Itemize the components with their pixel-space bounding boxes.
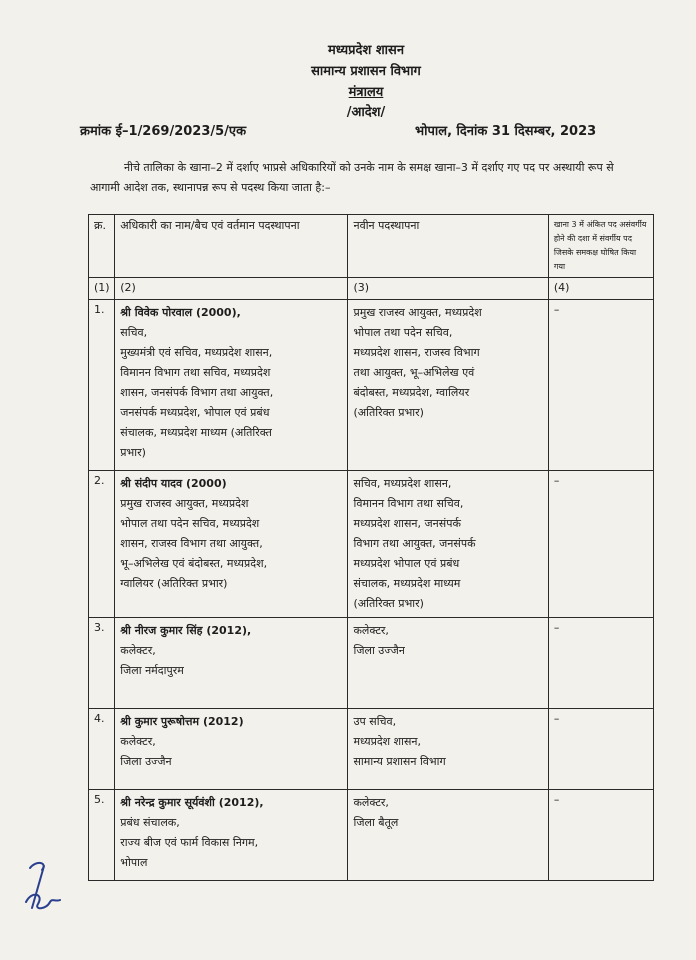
officer-cell	[115, 790, 348, 881]
current-line: संचालक, मध्यप्रदेश माध्यम (अतिरिक्त	[120, 426, 272, 439]
officer-cell	[115, 300, 348, 471]
row-sno: 1.	[89, 300, 115, 471]
current-line: मुख्यमंत्री एवं सचिव, मध्यप्रदेश शासन,	[120, 346, 273, 359]
officer-name: श्री विवेक पोरवाल (2000),	[120, 306, 241, 319]
current-line: कलेक्टर,	[120, 644, 156, 657]
colnum-2: (2)	[115, 278, 348, 300]
place-date: भोपाल, दिनांक 31 दिसम्बर, 2023	[415, 124, 597, 139]
table-row	[89, 790, 654, 881]
new-line: जिला बैतूल	[353, 816, 399, 829]
current-line: भोपाल	[120, 856, 148, 869]
new-line: बंदोबस्त, मध्यप्रदेश, ग्वालियर	[353, 386, 470, 399]
table-row	[89, 471, 654, 618]
row-sno: 2.	[89, 471, 115, 618]
equivalent-cell: –	[548, 300, 653, 471]
new-line: कलेक्टर,	[353, 796, 389, 809]
officer-name: श्री नीरज कुमार सिंह (2012),	[120, 624, 252, 637]
column-number-row	[89, 278, 654, 300]
new-line: सचिव, मध्यप्रदेश शासन,	[353, 477, 452, 490]
officer-name: श्री कुमार पुरूषोत्तम (2012)	[120, 715, 244, 728]
equivalent-cell: –	[548, 709, 653, 790]
new-posting-cell	[348, 300, 548, 471]
new-line: मध्यप्रदेश शासन, राजस्व विभाग	[353, 346, 480, 359]
equivalent-cell: –	[548, 471, 653, 618]
current-line: भोपाल तथा पदेन सचिव, मध्यप्रदेश	[120, 517, 260, 530]
order-number: क्रमांक ई–1/269/2023/5/एक	[80, 124, 247, 139]
new-line: तथा आयुक्त, भू–अभिलेख एवं	[353, 366, 475, 379]
intro-paragraph	[90, 158, 635, 198]
new-posting-cell	[348, 471, 548, 618]
current-line: भू–अभिलेख एवं बंदोबस्त, मध्यप्रदेश,	[120, 557, 268, 570]
new-line: संचालक, मध्यप्रदेश माध्यम	[353, 577, 461, 590]
header-new-posting: नवीन पदस्थापना	[348, 215, 548, 278]
officer-cell	[115, 618, 348, 709]
new-line: प्रमुख राजस्व आयुक्त, मध्यप्रदेश	[353, 306, 482, 319]
officer-cell	[115, 709, 348, 790]
current-line: जिला नर्मदापुरम	[120, 664, 184, 677]
new-line: मध्यप्रदेश शासन, जनसंपर्क	[353, 517, 461, 530]
table-header-row	[89, 215, 654, 278]
new-line: (अतिरिक्त प्रभार)	[353, 597, 424, 610]
new-line: मध्यप्रदेश शासन,	[353, 735, 422, 748]
department-title: सामान्य प्रशासन विभाग	[311, 64, 421, 79]
header-officer: अधिकारी का नाम/बैच एवं वर्तमान पदस्थापना	[115, 215, 348, 278]
current-line: प्रमुख राजस्व आयुक्त, मध्यप्रदेश	[120, 497, 249, 510]
current-line: सचिव,	[120, 326, 148, 339]
officer-name: श्री संदीप यादव (2000)	[120, 477, 227, 490]
posting-table	[88, 214, 654, 881]
colnum-3: (3)	[348, 278, 548, 300]
govt-title: मध्यप्रदेश शासन	[327, 43, 405, 58]
current-line: प्रबंध संचालक,	[120, 816, 180, 829]
table-row	[89, 618, 654, 709]
new-line: जिला उज्जैन	[353, 644, 405, 657]
current-line: कलेक्टर,	[120, 735, 156, 748]
new-line: विमानन विभाग तथा सचिव,	[353, 497, 464, 510]
current-line: राज्य बीज एवं फार्म विकास निगम,	[120, 836, 259, 849]
current-line: प्रभार)	[120, 446, 146, 459]
current-line: जनसंपर्क मध्यप्रदेश, भोपाल एवं प्रबंध	[120, 406, 270, 419]
officer-name: श्री नरेन्द्र कुमार सूर्यवंशी (2012),	[120, 796, 264, 809]
new-line: (अतिरिक्त प्रभार)	[353, 406, 424, 419]
row-sno: 4.	[89, 709, 115, 790]
table-row	[89, 300, 654, 471]
colnum-1: (1)	[89, 278, 115, 300]
intro-text: नीचे तालिका के खाना–2 में दर्शाए भाप्रसे अधिकारियों को उनके नाम के समक्ष खाना–3 में दर्शाए गए पद पर अस्थायी रूप से आगामी आदेश तक, स्थानापन्न रूप से पदस्थ किया जाता है:–	[90, 161, 614, 194]
new-line: मध्यप्रदेश भोपाल एवं प्रबंध	[353, 557, 460, 570]
new-line: सामान्य प्रशासन विभाग	[353, 755, 446, 768]
current-line: जिला उज्जैन	[120, 755, 172, 768]
header-sno: क्र.	[89, 215, 115, 278]
new-line: कलेक्टर,	[353, 624, 389, 637]
new-posting-cell	[348, 790, 548, 881]
table-row	[89, 709, 654, 790]
current-line: ग्वालियर (अतिरिक्त प्रभार)	[120, 577, 228, 590]
current-line: शासन, राजस्व विभाग तथा आयुक्त,	[120, 537, 263, 550]
colnum-4: (4)	[548, 278, 653, 300]
current-line: शासन, जनसंपर्क विभाग तथा आयुक्त,	[120, 386, 274, 399]
handwritten-signature	[22, 858, 64, 918]
new-line: विभाग तथा आयुक्त, जनसंपर्क	[353, 537, 476, 550]
row-sno: 5.	[89, 790, 115, 881]
current-line: विमानन विभाग तथा सचिव, मध्यप्रदेश	[120, 366, 271, 379]
equivalent-cell: –	[548, 618, 653, 709]
order-title: /आदेश/	[346, 105, 386, 120]
new-line: उप सचिव,	[353, 715, 397, 728]
officer-cell	[115, 471, 348, 618]
new-line: भोपाल तथा पदेन सचिव,	[353, 326, 453, 339]
equivalent-cell: –	[548, 790, 653, 881]
row-sno: 3.	[89, 618, 115, 709]
new-posting-cell	[348, 709, 548, 790]
new-posting-cell	[348, 618, 548, 709]
header-equivalent-post: खाना 3 में अंकित पद असंवर्गीय होने की दशा में संवर्गीय पद जिसके समकक्ष घोषित किया गया	[548, 215, 653, 278]
ministry-title: मंत्रालय	[348, 85, 384, 100]
